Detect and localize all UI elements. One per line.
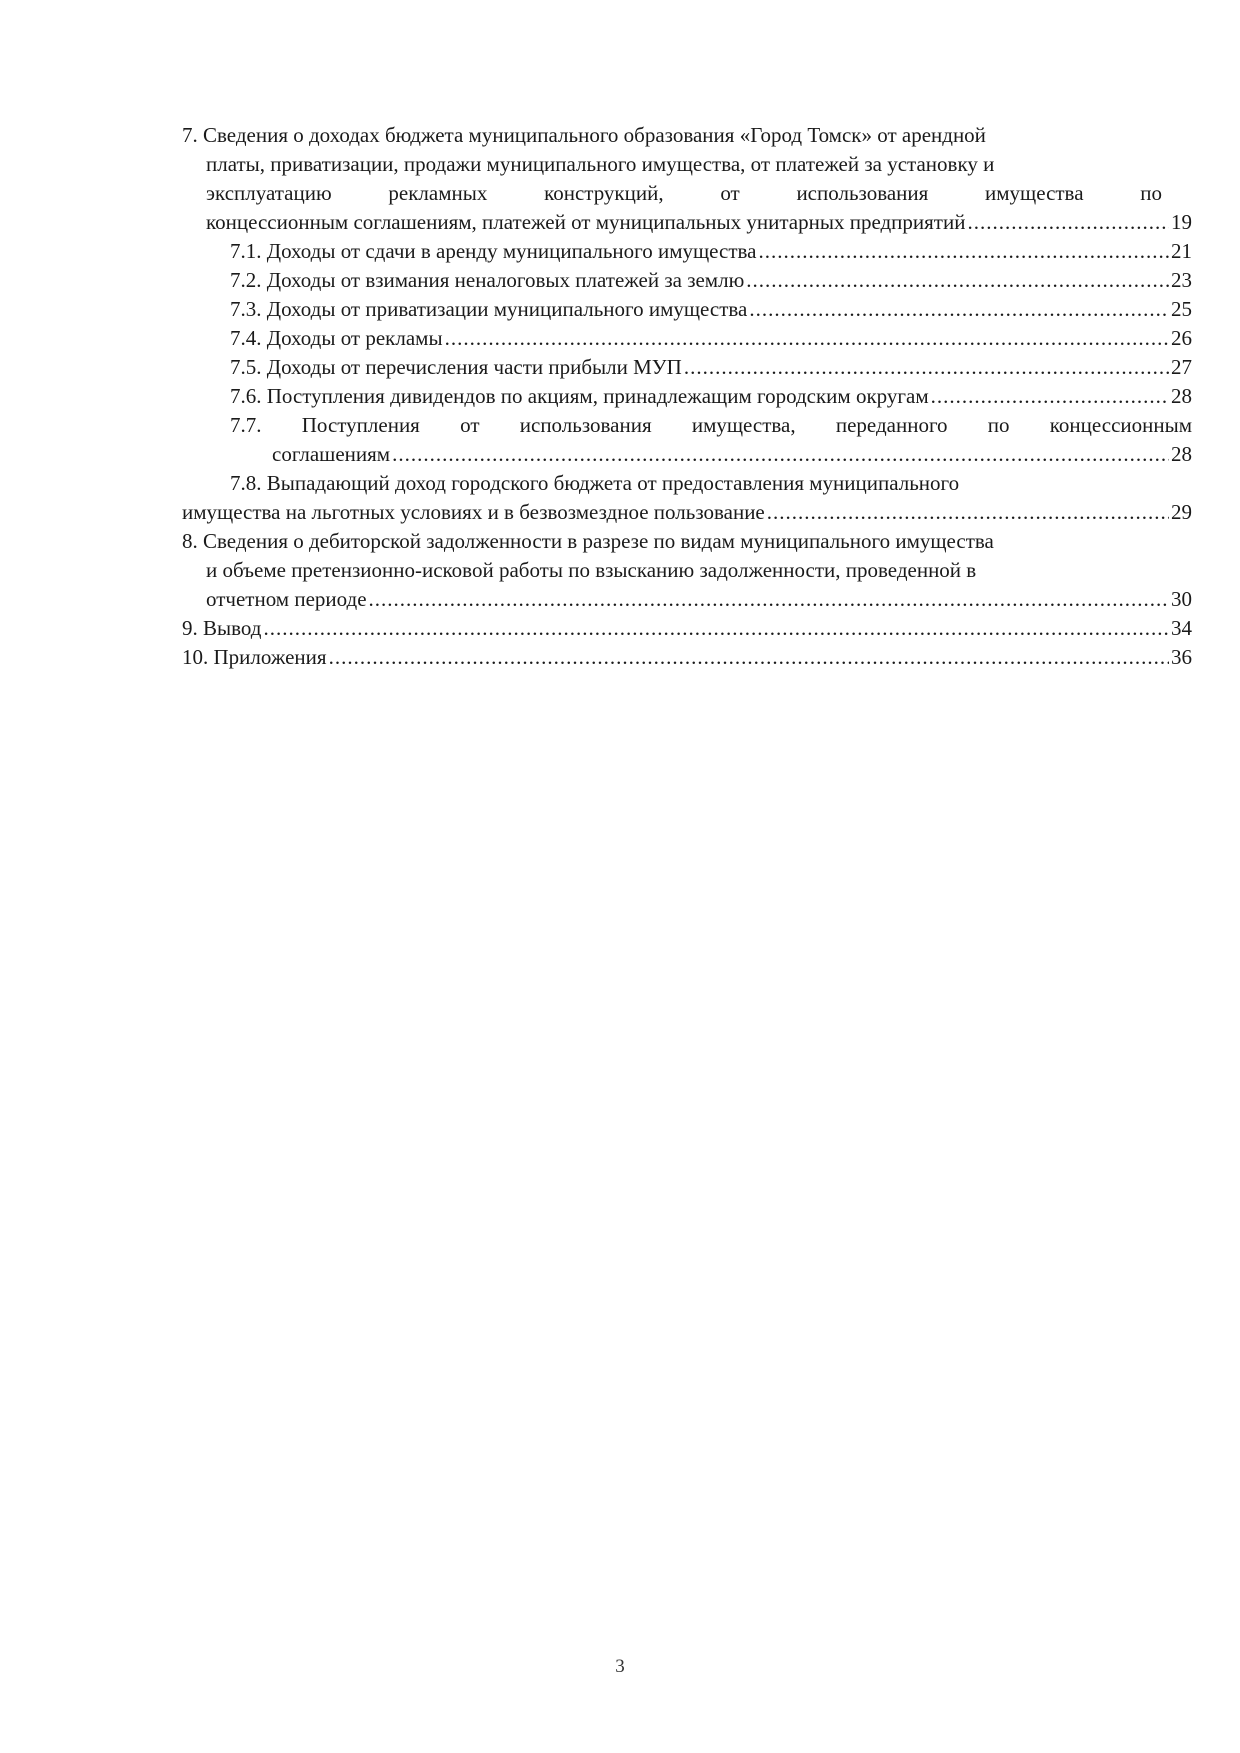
toc-item-10-page: 36 [1171, 645, 1192, 669]
toc-item-7-7 [182, 411, 1192, 469]
toc-item-7-8-line-2 [182, 498, 1192, 527]
toc-leader-dots [369, 585, 1169, 614]
toc-item-7-6-page: 28 [1171, 384, 1192, 408]
toc-item-7-7-line-2 [182, 440, 1192, 469]
toc-item-7-5-page: 27 [1171, 355, 1192, 379]
toc-leader-dots [746, 266, 1169, 295]
toc-item-10 [182, 643, 1192, 672]
toc-item-7-1 [182, 237, 1192, 266]
toc-leader-dots [445, 324, 1169, 353]
toc-item-7-6-label: 7.6. Поступления дивидендов по акциям, принадлежащим городским округам [230, 384, 929, 408]
toc-item-7-5-label: 7.5. Доходы от перечисления части прибыли МУП [230, 355, 682, 379]
toc-item-7-line-1: 7. Сведения о доходах бюджета муниципального образования «Город Томск» от арендной [182, 123, 986, 147]
toc-item-7-1-label: 7.1. Доходы от сдачи в аренду муниципального имущества [230, 239, 757, 263]
toc-item-7-3-page: 25 [1171, 297, 1192, 321]
toc-leader-dots [931, 382, 1169, 411]
toc-item-8-line-1: 8. Сведения о дебиторской задолженности в разрезе по видам муниципального имущества [182, 529, 994, 553]
table-of-contents [182, 121, 1192, 672]
toc-leader-dots [329, 643, 1169, 672]
toc-item-7-page: 19 [1171, 210, 1192, 234]
toc-item-7-3 [182, 295, 1192, 324]
toc-item-7-line-4-text: концессионным соглашениям, платежей от муниципальных унитарных предприятий [206, 210, 966, 234]
toc-item-7-8-page: 29 [1171, 500, 1192, 524]
toc-item-7-2 [182, 266, 1192, 295]
toc-leader-dots [758, 237, 1169, 266]
toc-item-7-8 [182, 469, 1192, 527]
toc-item-7-3-label: 7.3. Доходы от приватизации муниципального имущества [230, 297, 748, 321]
toc-item-7-8-label: имущества на льготных условиях и в безвозмездное пользование [182, 500, 765, 524]
toc-item-7-1-page: 21 [1171, 239, 1192, 263]
toc-item-7-2-page: 23 [1171, 268, 1192, 292]
toc-item-8-line-3 [182, 585, 1192, 614]
toc-item-10-label: 10. Приложения [182, 645, 327, 669]
toc-leader-dots [392, 440, 1169, 469]
toc-item-7-line-3: эксплуатацию рекламных конструкций, от использования имущества по [206, 181, 1162, 205]
toc-item-9 [182, 614, 1192, 643]
toc-item-7-5 [182, 353, 1192, 382]
toc-item-7-4 [182, 324, 1192, 353]
toc-leader-dots [749, 295, 1169, 324]
toc-item-7-line-4 [182, 208, 1192, 237]
toc-item-7-2-label: 7.2. Доходы от взимания неналоговых платежей за землю [230, 268, 745, 292]
toc-item-7-7-page: 28 [1171, 442, 1192, 466]
toc-leader-dots [263, 614, 1169, 643]
page-number: 3 [615, 1656, 625, 1677]
toc-leader-dots [767, 498, 1169, 527]
toc-item-7-8-line-1: 7.8. Выпадающий доход городского бюджета от предоставления муниципального [230, 471, 960, 495]
toc-item-8-line-2: и объеме претензионно-исковой работы по взысканию задолженности, проведенной в [206, 558, 977, 582]
toc-item-8 [182, 527, 1192, 614]
toc-item-7-line-2: платы, приватизации, продажи муниципального имущества, от платежей за установку и [206, 152, 995, 176]
toc-item-9-label: 9. Вывод [182, 616, 262, 640]
toc-leader-dots [684, 353, 1169, 382]
toc-item-7-7-line-1: 7.7. Поступления от использования имущества, переданного по концессионным [230, 413, 1192, 437]
toc-item-7-6 [182, 382, 1192, 411]
toc-leader-dots [967, 208, 1169, 237]
toc-item-7-4-page: 26 [1171, 326, 1192, 350]
toc-item-8-label: отчетном периоде [206, 587, 367, 611]
toc-item-8-page: 30 [1171, 587, 1192, 611]
toc-item-7 [182, 121, 1192, 237]
toc-item-7-4-label: 7.4. Доходы от рекламы [230, 326, 443, 350]
toc-item-7-7-label: соглашениям [272, 442, 391, 466]
toc-item-9-page: 34 [1171, 616, 1192, 640]
